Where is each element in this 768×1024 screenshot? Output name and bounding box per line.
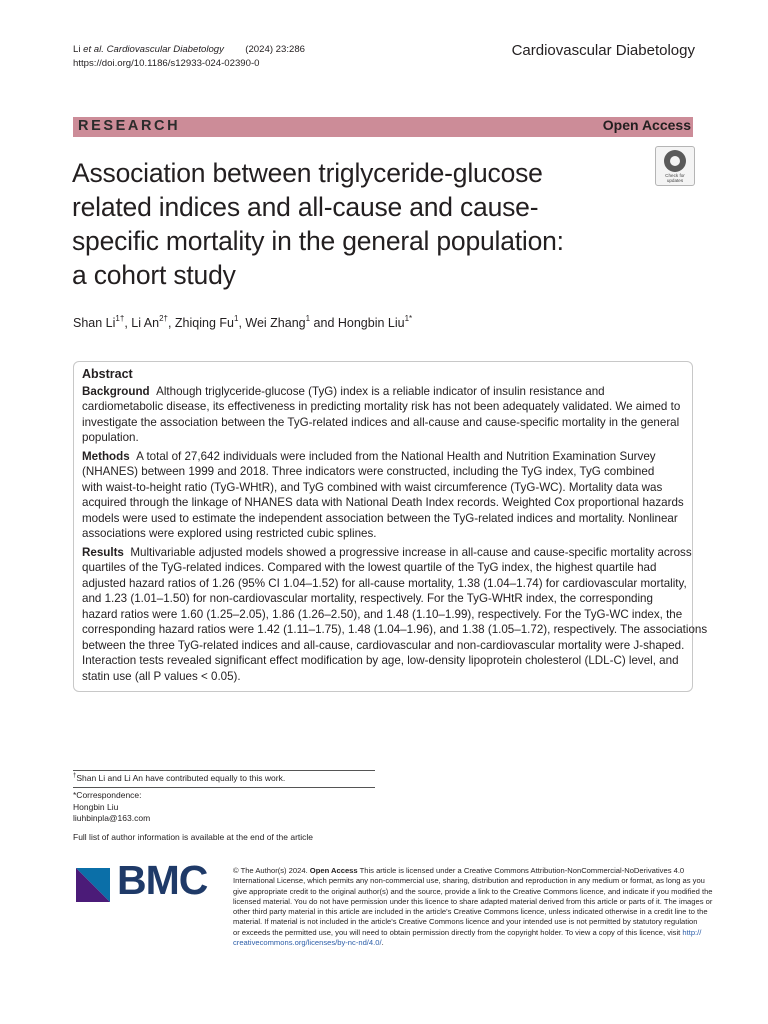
- abstract-text: Multivariable adjusted models showed a progressive increase in all-cause and cause-specific mortality across: [130, 545, 692, 559]
- correspondence-note: [73, 790, 150, 825]
- abstract-line: with waist-to-height ratio (TyG-WHtR), and TyG combined with waist circumference (TyG-WC). Mortality data was: [82, 480, 663, 494]
- author-name[interactable]: , Wei Zhang: [238, 316, 306, 330]
- methods-label: Methods: [82, 449, 130, 463]
- license-text-part: .: [381, 938, 384, 948]
- abstract-line: acquired through the linkage of NHANES data with National Death Index records. Weighted Cox proportional hazards: [82, 496, 684, 509]
- title-line: a cohort study: [72, 260, 236, 290]
- equal-contribution-text: Shan Li and Li An have contributed equally to this work.: [76, 773, 286, 783]
- bmc-mark-icon: [76, 868, 110, 902]
- doi-link[interactable]: https://doi.org/10.1186/s12933-024-02390-0: [73, 58, 260, 69]
- title-line: specific mortality in the general population:: [72, 226, 564, 256]
- abstract-line: investigate the association between the TyG-related indices and all-cause and cause-specific mortality in the general: [82, 415, 680, 429]
- citation-header: [73, 43, 305, 71]
- title-line: Association between triglyceride-glucose: [72, 158, 543, 188]
- crossmark-caption: [656, 173, 694, 183]
- abstract-line: quartiles of the TyG-related indices. Compared with the lowest quartile of the TyG index, the highest quartile had: [82, 561, 657, 574]
- abstract-line: [82, 545, 692, 561]
- author-name[interactable]: and Hongbin Liu: [310, 316, 405, 330]
- citation-etal: et al.: [83, 44, 104, 55]
- crossmark-caption-line2: updates: [666, 178, 684, 183]
- license-line: other third party material in this article are included in the article's Creative Commons licence, unless indicated otherwise in a credit line to the: [233, 907, 708, 917]
- license-line: International License, which permits any non-commercial use, sharing, distribution and reproduction in any medium or format, as long as you: [233, 876, 705, 886]
- bmc-logo: [76, 857, 216, 908]
- journal-name: Cardiovascular Diabetology: [511, 42, 695, 59]
- correspondence-name: Hongbin Liu: [73, 801, 119, 812]
- abstract-line: and 1.23 (1.01–1.50) for non-cardiovascular mortality, respectively. For the TyG-WHtR index, the corresponding: [82, 592, 653, 605]
- abstract-line: corresponding hazard ratios were 1.42 (1.11–1.75), 1.48 (1.04–1.96), and 1.38 (1.05–1.72), respectively. The associations: [82, 623, 708, 636]
- bmc-logo-text: BMC: [117, 857, 208, 903]
- background-label: Background: [82, 384, 150, 398]
- author-info-note: Full list of author information is available at the end of the article: [73, 832, 314, 842]
- footnote-divider: [73, 770, 375, 771]
- title-line: related indices and all-cause and cause-: [72, 192, 539, 222]
- license-open-access: Open Access: [309, 866, 358, 875]
- crossmark-icon: [664, 150, 686, 172]
- citation-journal: Cardiovascular Diabetology: [106, 44, 224, 55]
- author-list: [73, 316, 412, 330]
- crossmark-caption-line1: Check for: [665, 173, 685, 178]
- author-name[interactable]: , Zhiqing Fu: [167, 316, 234, 330]
- check-for-updates-badge[interactable]: [655, 146, 695, 186]
- abstract-line: associations were explored using restricted cubic splines.: [82, 527, 377, 540]
- author-name[interactable]: Shan Li: [73, 316, 116, 330]
- abstract-line: cardiometabolic disease, its effectiveness in predicting mortality risk has not been adequately validated. We aimed to: [82, 400, 681, 413]
- license-line: [233, 927, 702, 938]
- license-text: [233, 866, 713, 948]
- abstract-background: [82, 384, 688, 446]
- open-access-label: Open Access: [602, 117, 691, 133]
- abstract-line: [82, 449, 688, 465]
- copyright-text: © The Author(s) 2024.: [233, 866, 310, 875]
- abstract-methods: [82, 449, 688, 542]
- license-line: [233, 866, 695, 876]
- license-line: material. If material is not included in the article's Creative Commons licence and your intended use is not permitted by statutory regulation: [233, 917, 698, 927]
- equal-contribution-note: [73, 773, 285, 783]
- abstract-line: statin use (all P values < 0.05).: [82, 669, 241, 683]
- abstract-line: (NHANES) between 1999 and 2018. Three indicators were constructed, including the TyG index, TyG combined: [82, 465, 655, 478]
- abstract-line: models were used to estimate the independent association between the TyG-related indices and mortality. Nonlinear: [82, 511, 678, 525]
- correspondence-label: *Correspondence:: [73, 790, 142, 800]
- abstract-line: adjusted hazard ratios of 1.26 (95% CI 1.04–1.52) for all-cause mortality, 1.38 (1.04–1.74) for cardiovascular mortality,: [82, 576, 687, 590]
- license-link[interactable]: http://: [682, 927, 702, 937]
- author-affiliation: 1: [305, 314, 311, 323]
- author-affiliation: 2†: [159, 314, 168, 323]
- abstract-results: [82, 545, 708, 685]
- abstract-heading: Abstract: [82, 367, 133, 381]
- abstract-line: hazard ratios were 1.60 (1.25–2.05), 1.86 (1.26–2.50), and 1.48 (1.10–1.99), respectively. For the TyG-WC index, the: [82, 607, 683, 621]
- article-type-label: RESEARCH: [78, 118, 181, 134]
- author-affiliation: 1: [233, 314, 239, 323]
- author-affiliation: 1†: [115, 314, 125, 323]
- citation-year-volume: (2024) 23:286: [245, 44, 306, 55]
- license-text-part: or exceeds the permitted use, you will need to obtain permission directly from the copyright holder. To view a copy of this licence, visit: [233, 927, 683, 937]
- footnote-divider: [73, 787, 375, 788]
- abstract-line: between the three TyG-related indices and all-cause, cardiovascular and non-cardiovascular mortality were J-shaped.: [82, 638, 685, 652]
- author-name[interactable]: , Li An: [124, 316, 160, 330]
- license-line: licensed material. You do not have permission under this licence to share adapted material derived from this article or parts of it. The images or: [233, 896, 713, 906]
- license-line: give appropriate credit to the original author(s) and the source, provide a link to the Creative Commons licence, and indicate if you modified the: [233, 886, 713, 896]
- author-affiliation: 1*: [404, 314, 413, 323]
- abstract-content: [82, 367, 708, 687]
- license-text-part: This article is licensed under a Creative Commons Attribution-NonCommercial-NoDerivatives 4.0: [357, 866, 685, 875]
- article-title: [72, 156, 642, 292]
- citation-author: Li: [73, 44, 84, 55]
- abstract-text: Although triglyceride-glucose (TyG) index is a reliable indicator of insulin resistance and: [156, 384, 605, 398]
- results-label: Results: [82, 545, 124, 559]
- abstract-line: Interaction tests revealed significant effect modification by age, low-density lipoprotein cholesterol (LDL-C) level, and: [82, 654, 679, 667]
- abstract-line: population.: [82, 431, 139, 444]
- license-link[interactable]: creativecommons.org/licenses/by-nc-nd/4.0/: [233, 938, 382, 948]
- correspondence-email[interactable]: liuhbinpla@163.com: [73, 813, 151, 823]
- abstract-line: [82, 384, 688, 400]
- abstract-text: A total of 27,642 individuals were included from the National Health and Nutrition Examination Survey: [136, 449, 656, 463]
- citation-line: [73, 43, 305, 57]
- license-line: [233, 938, 695, 948]
- footnote-dagger: †: [73, 773, 77, 780]
